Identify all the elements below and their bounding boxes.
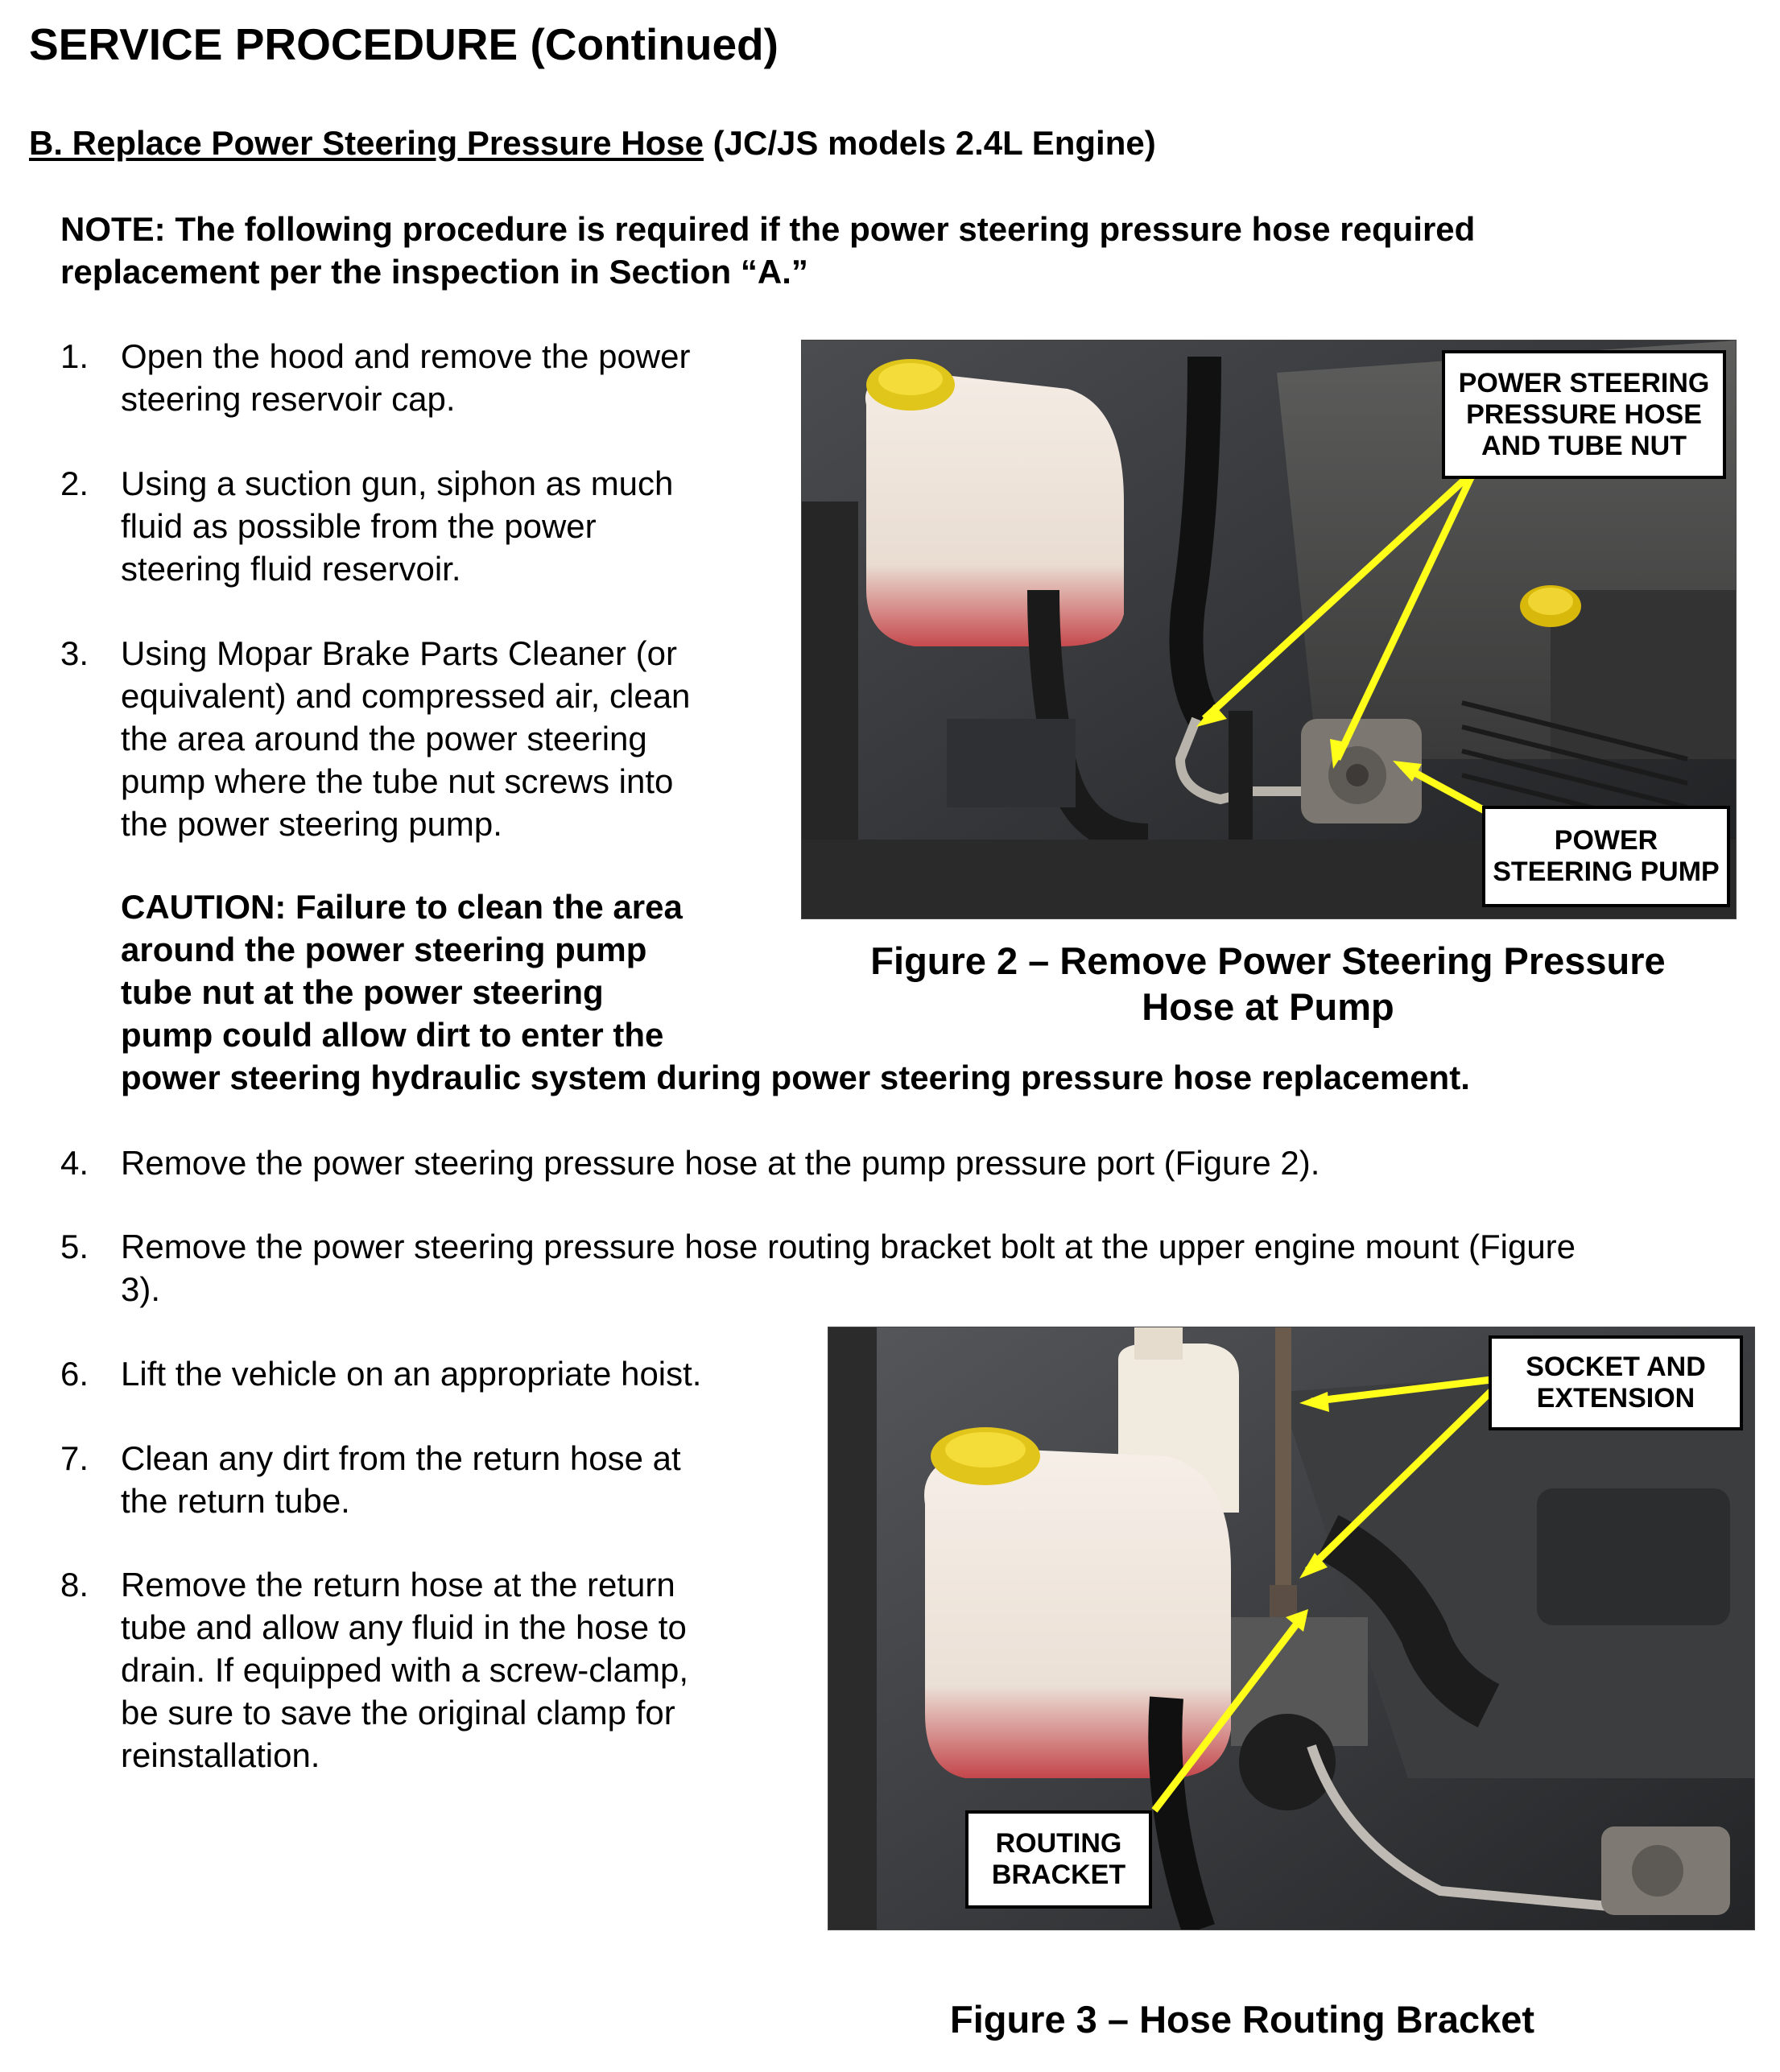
callout-line: EXTENSION	[1536, 1383, 1695, 1414]
caution-line: pump could allow dirt to enter the	[121, 1016, 664, 1054]
callout-line: PRESSURE HOSE	[1466, 398, 1702, 430]
step-number: 8.	[60, 1566, 89, 1604]
callout-line: ROUTING	[995, 1828, 1122, 1859]
callout-power-steering-pump	[1482, 806, 1730, 907]
step-number: 1.	[60, 337, 89, 375]
step-number: 5.	[60, 1228, 89, 1265]
section-heading-underlined: B. Replace Power Steering Pressure Hose	[29, 124, 704, 162]
step-line: Clean any dirt from the return hose at	[121, 1439, 681, 1477]
step-line: drain. If equipped with a screw-clamp,	[121, 1651, 688, 1689]
step-line: steering reservoir cap.	[121, 380, 456, 418]
note-line-2: replacement per the inspection in Section “A.”	[60, 253, 808, 291]
caution-line: power steering hydraulic system during power steering pressure hose replacement.	[121, 1059, 1470, 1096]
callout-routing-bracket	[965, 1810, 1152, 1909]
step-number: 6.	[60, 1355, 89, 1393]
callout-line: STEERING PUMP	[1493, 856, 1720, 887]
callout-pressure-hose	[1442, 350, 1726, 479]
callout-socket-extension	[1489, 1335, 1743, 1430]
step-line: equivalent) and compressed air, clean	[121, 677, 691, 715]
caution-line: around the power steering pump	[121, 931, 647, 968]
step-number: 4.	[60, 1144, 89, 1182]
step-line: the return tube.	[121, 1482, 350, 1520]
step-line: Open the hood and remove the power	[121, 337, 691, 375]
callout-line: SOCKET AND	[1526, 1352, 1706, 1382]
step-line: Lift the vehicle on an appropriate hoist.	[121, 1355, 702, 1393]
callout-line: POWER STEERING	[1458, 367, 1710, 398]
step-line: Using Mopar Brake Parts Cleaner (or	[121, 634, 677, 672]
step-number: 3.	[60, 634, 89, 672]
step-line: 3).	[121, 1270, 161, 1308]
step-number: 2.	[60, 464, 89, 502]
figure-2-photo	[801, 340, 1737, 919]
section-models: (JC/JS models 2.4L Engine)	[704, 124, 1156, 162]
step-line: steering fluid reservoir.	[121, 550, 461, 588]
note-block	[60, 208, 1671, 293]
step-line: Remove the return hose at the return	[121, 1566, 675, 1604]
step-line: Remove the power steering pressure hose at the pump pressure port (Figure 2).	[121, 1144, 1320, 1182]
page-title: SERVICE PROCEDURE (Continued)	[29, 19, 778, 69]
step-line: fluid as possible from the power	[121, 507, 597, 545]
figure-3-photo	[828, 1327, 1755, 1930]
step-line: be sure to save the original clamp for	[121, 1694, 675, 1731]
figure-3-caption: Figure 3 – Hose Routing Bracket	[950, 1998, 1535, 2041]
step-line: Using a suction gun, siphon as much	[121, 464, 674, 502]
callout-line: BRACKET	[991, 1859, 1126, 1890]
callout-line: POWER	[1554, 825, 1658, 856]
figure-2-caption	[801, 938, 1735, 1030]
caption-line: Figure 2 – Remove Power Steering Pressure	[870, 939, 1666, 982]
step-line: the power steering pump.	[121, 805, 502, 843]
section-heading	[29, 121, 1156, 166]
step-line: Remove the power steering pressure hose routing bracket bolt at the upper engine mount (Figure	[121, 1228, 1576, 1265]
step-number: 7.	[60, 1439, 89, 1477]
step-line: pump where the tube nut screws into	[121, 762, 674, 800]
step-line: the area around the power steering	[121, 720, 647, 757]
step-line: tube and allow any fluid in the hose to	[121, 1608, 687, 1646]
caution-line: tube nut at the power steering	[121, 973, 604, 1011]
callout-line: AND TUBE NUT	[1481, 430, 1687, 461]
note-line-1: NOTE: The following procedure is required if the power steering pressure hose required	[60, 210, 1476, 248]
step-line: reinstallation.	[121, 1736, 320, 1774]
caution-line: CAUTION: Failure to clean the area	[121, 888, 683, 926]
caption-line: Hose at Pump	[1142, 985, 1394, 1028]
